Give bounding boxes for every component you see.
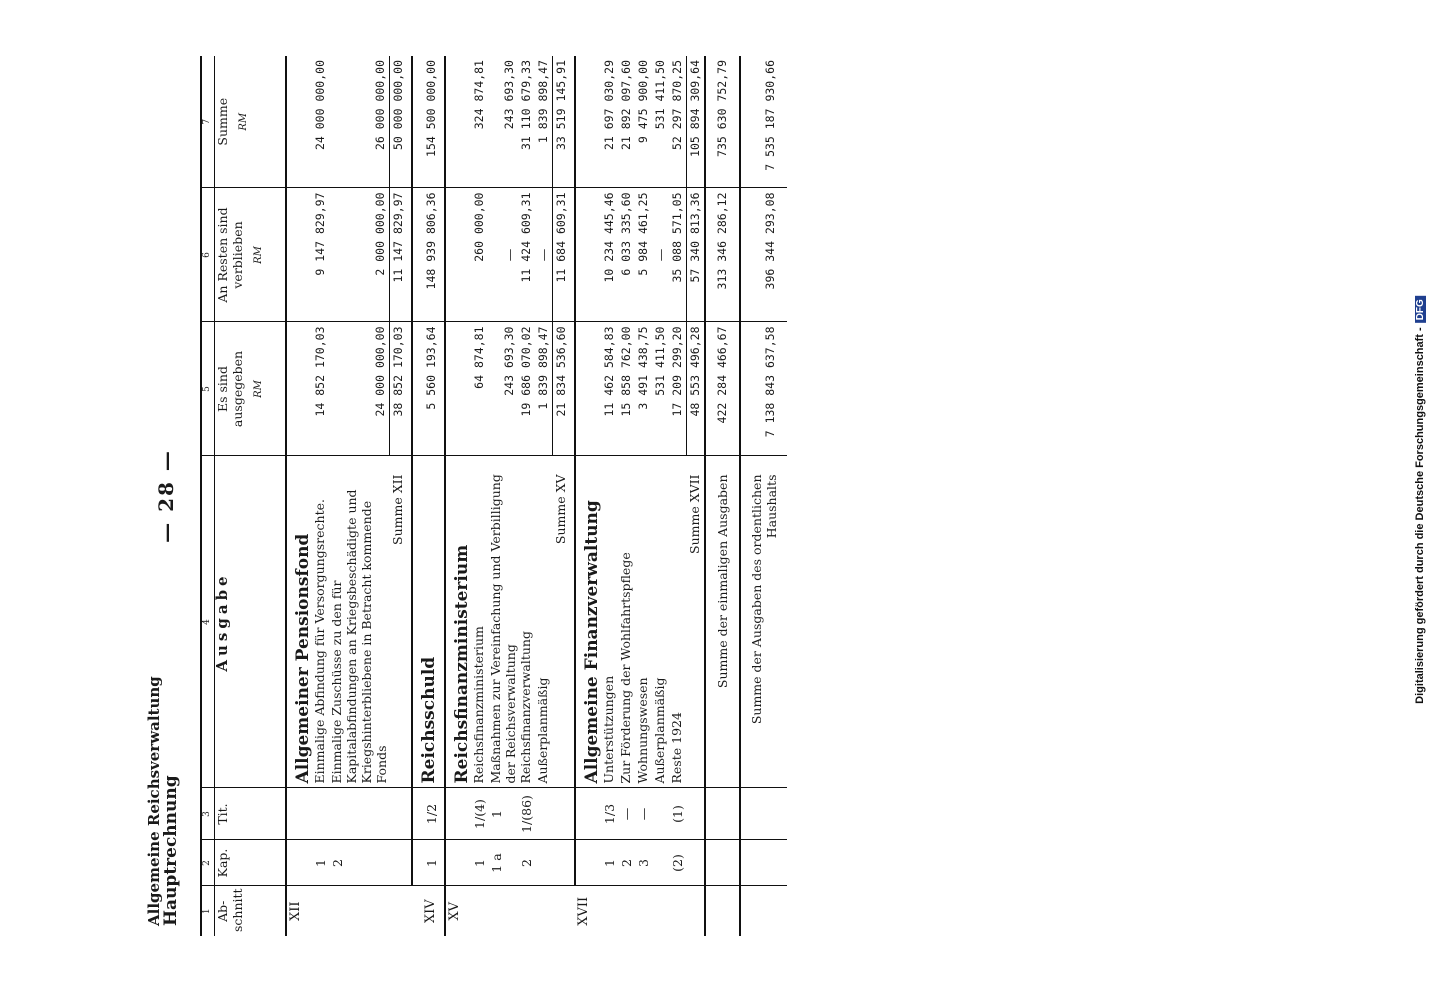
resten-cell: 10 234 445,46 bbox=[601, 188, 618, 322]
tit-cell: — bbox=[618, 788, 635, 840]
column-number: 3 bbox=[201, 788, 215, 840]
tit-cell: 1/3 bbox=[601, 788, 618, 840]
resten-cell: — bbox=[652, 188, 669, 322]
column-number: 5 bbox=[201, 322, 215, 456]
column-number: 6 bbox=[201, 188, 215, 322]
sum-summe: 33 519 145,91 bbox=[552, 56, 575, 188]
resten-cell: 260 000,00 bbox=[471, 188, 488, 322]
sum-resten: 11 684 609,31 bbox=[552, 188, 575, 322]
tit-cell: 1/(4) bbox=[471, 788, 488, 840]
item-text: Einmalige Abfindung für Versorgungsrechte. bbox=[312, 456, 329, 788]
header-ausgegeben-label: Es sind ausgegeben bbox=[215, 350, 245, 428]
sum-label: Summe XV bbox=[552, 456, 575, 788]
sum-ausgegeben: 38 852 170,03 bbox=[389, 322, 412, 456]
table-row bbox=[488, 56, 518, 936]
table-row bbox=[518, 56, 535, 936]
total-summe: 7 535 187 930,66 bbox=[740, 56, 787, 188]
page-number: — 28 — bbox=[154, 449, 178, 543]
item-text: Reichsfinanzministerium bbox=[471, 456, 488, 788]
resten-cell: 148 939 806,36 bbox=[412, 188, 445, 322]
sum-row bbox=[389, 56, 412, 936]
column-number: 4 bbox=[201, 456, 215, 788]
unit-label: RM bbox=[253, 380, 264, 398]
total-row bbox=[740, 56, 787, 936]
ausgegeben-cell: 5 560 193,64 bbox=[412, 322, 445, 456]
table-row bbox=[329, 56, 389, 936]
summe-cell: 531 411,50 bbox=[652, 60, 667, 130]
item-text: Maßnahmen zur Vereinfachung und Verbilligung der Reichsverwaltung bbox=[488, 456, 518, 788]
resten-cell: 11 424 609,31 bbox=[518, 188, 535, 322]
ausgegeben-cell: 531 411,50 bbox=[652, 322, 669, 456]
column-header-row bbox=[215, 56, 287, 936]
resten-cell: 5 984 461,25 bbox=[635, 188, 652, 322]
ausgegeben-cell: 17 209 299,20 bbox=[669, 322, 687, 456]
table-row bbox=[471, 56, 488, 936]
abschnitt-cell: XV bbox=[445, 886, 575, 936]
unit-label: RM bbox=[253, 246, 264, 264]
kap-cell: 1 bbox=[601, 840, 618, 886]
ausgegeben-cell: 243 693,30 bbox=[488, 322, 518, 456]
header-ausgabe: Ausgabe bbox=[215, 456, 287, 788]
sum-ausgegeben: 48 553 496,28 bbox=[686, 322, 705, 456]
kap-cell: 3 bbox=[635, 840, 652, 886]
header-summe bbox=[215, 56, 287, 188]
table-row bbox=[669, 56, 687, 936]
running-head bbox=[142, 56, 200, 936]
sum-resten: 11 147 829,97 bbox=[389, 188, 412, 322]
summe-cell: 154 500 000,00 bbox=[412, 56, 445, 188]
total-summe: 735 630 752,79 bbox=[705, 56, 740, 188]
ausgegeben-cell: 24 000 000,00 bbox=[329, 322, 389, 456]
item-text: Einmalige Zuschüsse zu den für Kapitalabfindungen an Kriegsbeschädigte und Kriegshinterbliebene in Betracht kommende Fonds bbox=[329, 456, 389, 788]
section-heading: Allgemeine Finanzverwaltung bbox=[575, 456, 601, 788]
kap-cell: (2) bbox=[669, 840, 687, 886]
table-row bbox=[412, 56, 445, 936]
section-subtitle: Hauptrechnung bbox=[161, 775, 181, 926]
tit-cell bbox=[329, 788, 389, 840]
summe-cell: 21 697 030,29 bbox=[601, 60, 616, 151]
kap-cell: 1 a bbox=[488, 840, 518, 886]
sum-ausgegeben: 21 834 536,60 bbox=[552, 322, 575, 456]
kap-cell bbox=[535, 840, 553, 886]
item-text: Außerplanmäßig bbox=[535, 456, 553, 788]
ledger-page-rotated bbox=[142, 56, 1292, 936]
summe-cell: 31 110 679,33 bbox=[518, 60, 533, 151]
item-text: Unterstützungen bbox=[601, 456, 618, 788]
ausgegeben-cell: 19 686 070,02 bbox=[518, 322, 535, 456]
sum-label: Summe XVII bbox=[686, 456, 705, 788]
ausgegeben-cell: 64 874,81 bbox=[471, 322, 488, 456]
table-row bbox=[601, 56, 618, 936]
table-row bbox=[652, 56, 669, 936]
summe-cell: 52 297 870,25 bbox=[669, 60, 684, 151]
header-summe-label: Summe bbox=[215, 97, 230, 146]
summe-cell: 24 000 000,00 bbox=[313, 60, 327, 151]
digitization-note bbox=[1414, 296, 1426, 704]
table-row bbox=[635, 56, 652, 936]
kap-cell: 1 bbox=[471, 840, 488, 886]
kap-cell bbox=[652, 840, 669, 886]
sum-row bbox=[552, 56, 575, 936]
total-resten: 313 346 286,12 bbox=[705, 188, 740, 322]
tit-cell: (1) bbox=[669, 788, 687, 840]
ausgegeben-cell: 15 858 762,00 bbox=[618, 322, 635, 456]
section-heading: Reichsschuld bbox=[412, 456, 445, 788]
summe-cell: 9 475 900,00 bbox=[635, 60, 650, 144]
summe-cell: 1 839 898,47 bbox=[535, 60, 550, 144]
tit-cell bbox=[652, 788, 669, 840]
total-label: Summe der Ausgaben des ordentlichen Haushalts bbox=[740, 456, 787, 788]
ledger-table bbox=[200, 56, 787, 936]
summe-cell: 26 000 000,00 bbox=[372, 60, 387, 151]
item-text: Reichsfinanzverwaltung bbox=[518, 456, 535, 788]
total-resten: 396 344 293,08 bbox=[740, 188, 787, 322]
ausgegeben-cell: 14 852 170,03 bbox=[312, 322, 329, 456]
header-tit: Tit. bbox=[215, 788, 287, 840]
digitization-note-text: Digitalisierung gefördert durch die Deutsche Forschungsgemeinschaft - bbox=[1414, 327, 1426, 704]
abschnitt-cell: XII bbox=[286, 886, 412, 936]
item-text: Zur Förderung der Wohlfahrtspflege bbox=[618, 456, 635, 788]
item-text: Außerplanmäßig bbox=[652, 456, 669, 788]
total-ausgegeben: 422 284 466,67 bbox=[705, 322, 740, 456]
resten-cell: 35 088 571,05 bbox=[669, 188, 687, 322]
tit-cell: 1/(86) bbox=[518, 788, 535, 840]
sum-label: Summe XII bbox=[389, 456, 412, 788]
summe-cell: 243 693,30 bbox=[501, 60, 516, 130]
abschnitt-cell: XVII bbox=[575, 886, 705, 936]
header-kap: Kap. bbox=[215, 840, 287, 886]
kap-cell: 2 bbox=[618, 840, 635, 886]
tit-cell: 1 bbox=[488, 788, 518, 840]
section-heading: Reichsfinanzministerium bbox=[445, 456, 471, 788]
item-text: Reste 1924 bbox=[669, 456, 687, 788]
sum-summe: 105 894 309,64 bbox=[686, 56, 705, 188]
ausgegeben-cell: 11 462 584,83 bbox=[601, 322, 618, 456]
section-heading: Allgemeiner Pensionsfond bbox=[286, 456, 312, 788]
ausgegeben-cell: 1 839 898,47 bbox=[535, 322, 553, 456]
abschnitt-cell: XIV bbox=[412, 886, 445, 936]
header-resten bbox=[215, 188, 287, 322]
tit-cell bbox=[312, 788, 329, 840]
kap-cell: 1 bbox=[312, 840, 329, 886]
table-row bbox=[312, 56, 329, 936]
total-ausgegeben: 7 138 843 637,58 bbox=[740, 322, 787, 456]
column-number-row bbox=[201, 56, 215, 936]
column-number: 1 bbox=[201, 886, 215, 936]
total-row bbox=[705, 56, 740, 936]
tit-cell bbox=[535, 788, 553, 840]
kap-cell: 2 bbox=[329, 840, 389, 886]
ledger-page bbox=[142, 56, 1292, 936]
header-resten-label: An Resten sind verblieben bbox=[215, 207, 245, 303]
resten-cell: — bbox=[488, 188, 518, 322]
resten-cell: — bbox=[535, 188, 553, 322]
unit-label: RM bbox=[238, 112, 249, 131]
section-heading-row bbox=[575, 56, 601, 936]
total-label: Summe der einmaligen Ausgaben bbox=[705, 456, 740, 788]
item-text: Wohnungswesen bbox=[635, 456, 652, 788]
tit-cell: 1/2 bbox=[412, 788, 445, 840]
ausgegeben-cell: 3 491 438,75 bbox=[635, 322, 652, 456]
section-title: Allgemeine Reichsverwaltung bbox=[145, 676, 163, 926]
tit-cell: — bbox=[635, 788, 652, 840]
resten-cell: 6 033 335,60 bbox=[618, 188, 635, 322]
kap-cell: 2 bbox=[518, 840, 535, 886]
sum-row bbox=[686, 56, 705, 936]
summe-cell: 324 874,81 bbox=[471, 60, 486, 130]
kap-cell: 1 bbox=[412, 840, 445, 886]
section-heading-row bbox=[445, 56, 471, 936]
resten-cell: 2 000 000,00 bbox=[329, 188, 389, 322]
header-ausgegeben bbox=[215, 322, 287, 456]
dfg-logo: DFG bbox=[1415, 296, 1426, 323]
summe-cell: 21 892 097,60 bbox=[618, 60, 633, 151]
sum-resten: 57 340 813,36 bbox=[686, 188, 705, 322]
header-abschnitt: Ab-schnitt bbox=[215, 886, 287, 936]
sum-summe: 50 000 000,00 bbox=[389, 56, 412, 188]
resten-cell: 9 147 829,97 bbox=[312, 188, 329, 322]
column-number: 7 bbox=[201, 56, 215, 188]
table-row bbox=[535, 56, 553, 936]
table-row bbox=[618, 56, 635, 936]
column-number: 2 bbox=[201, 840, 215, 886]
section-heading-row bbox=[286, 56, 312, 936]
